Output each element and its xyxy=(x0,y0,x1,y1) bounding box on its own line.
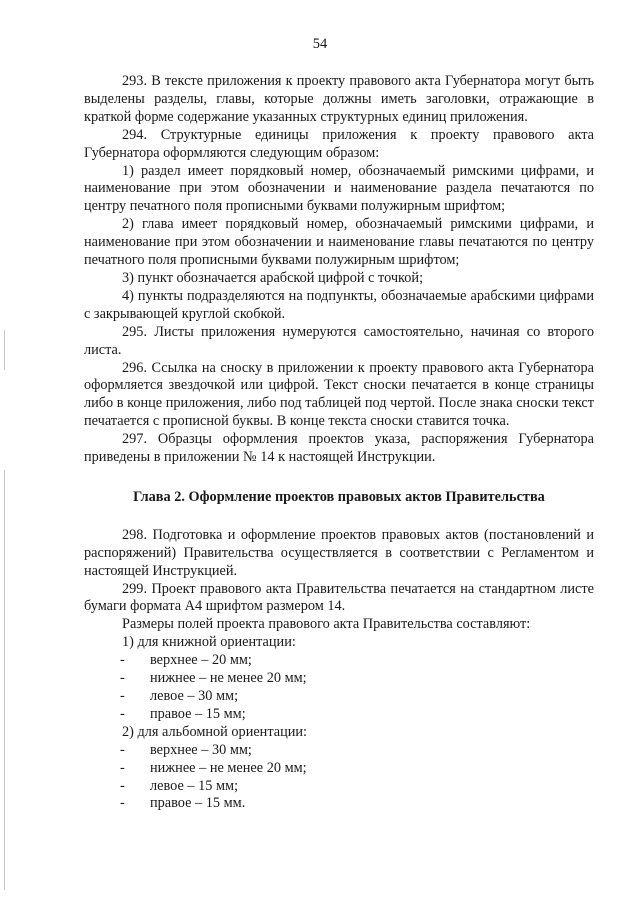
list-item xyxy=(84,778,594,796)
chapter-heading: Глава 2. Оформление проектов правовых актов Правительства xyxy=(133,488,545,505)
landscape-orientation-label: 2) для альбомной ориентации: xyxy=(122,723,308,740)
paragraph-297: 297. Образцы оформления проектов указа, распоряжения Губернатора приведены в приложении № 14 к настоящей Инструкции. xyxy=(84,431,594,466)
subitem-3-point: 3) пункт обозначается арабской цифрой с точкой; xyxy=(122,269,424,286)
margin-bottom-portrait: нижнее – не менее 20 мм; xyxy=(150,670,307,687)
list-item xyxy=(84,688,594,706)
list-item xyxy=(84,652,594,670)
margin-top-landscape: верхнее – 30 мм; xyxy=(150,741,252,758)
list-item xyxy=(84,706,594,724)
margin-top-portrait: верхнее – 20 мм; xyxy=(150,652,252,669)
dash-marker: - xyxy=(120,705,125,722)
margins-intro: Размеры полей проекта правового акта Правительства составляют: xyxy=(122,616,531,633)
paragraph-296: 296. Ссылка на сноску в приложении к проекту правового акта Губернатора оформляется звездочкой или цифрой. Текст сноски печатается в конце страницы либо в конце приложения, либо под таблицей под чертой. После знака сноски текст печатается с прописной буквы. В конце текста сноски ставится точка. xyxy=(84,359,594,430)
dash-marker: - xyxy=(120,670,125,687)
paragraph-295: 295. Листы приложения нумеруются самостоятельно, начиная со второго листа. xyxy=(84,323,594,358)
dash-marker: - xyxy=(120,759,125,776)
subitem-1-section: 1) раздел имеет порядковый номер, обозначаемый римскими цифрами, и наименование при этом обозначении и наименование раздела печатаются по центру печатного поля прописными буквами полужирным шрифтом; xyxy=(84,162,594,215)
scan-artifact-line xyxy=(4,470,5,890)
scan-artifact-line xyxy=(4,330,5,370)
paragraph-294: 294. Структурные единицы приложения к проекту правового акта Губернатора оформляются следующим образом: xyxy=(84,126,594,161)
portrait-orientation-label: 1) для книжной ориентации: xyxy=(122,634,296,651)
paragraph-299: 299. Проект правового акта Правительства печатается на стандартном листе бумаги формата А4 шрифтом размером 14. xyxy=(84,580,594,615)
dash-marker: - xyxy=(120,741,125,758)
paragraph-298: 298. Подготовка и оформление проектов правовых актов (постановлений и распоряжений) Правительства осуществляется в соответствии с Регламентом и настоящей Инструкцией. xyxy=(84,526,594,579)
document-body xyxy=(84,73,594,813)
margin-right-landscape: правое – 15 мм. xyxy=(150,795,246,812)
margin-bottom-landscape: нижнее – не менее 20 мм; xyxy=(150,759,307,776)
list-item xyxy=(84,742,594,760)
dash-marker: - xyxy=(120,777,125,794)
subitem-2-chapter: 2) глава имеет порядковый номер, обозначаемый римскими цифрами, и наименование при этом обозначении и наименование главы печатаются по центру печатного поля прописными буквами полужирным шрифтом; xyxy=(84,216,594,269)
list-item xyxy=(84,760,594,778)
subitem-4-subpoints: 4) пункты подразделяются на подпункты, обозначаемые арабскими цифрами с закрывающей круглой скобкой. xyxy=(84,287,594,322)
page-number: 54 xyxy=(312,36,328,52)
paragraph-293: 293. В тексте приложения к проекту правового акта Губернатора могут быть выделены разделы, главы, которые должны иметь заголовки, отражающие в краткой форме содержание указанных структурных единиц приложения. xyxy=(84,73,594,125)
margin-right-portrait: правое – 15 мм; xyxy=(150,705,246,722)
list-item xyxy=(84,670,594,688)
dash-marker: - xyxy=(120,795,125,812)
dash-marker: - xyxy=(120,652,125,669)
margin-left-portrait: левое – 30 мм; xyxy=(150,688,239,704)
dash-marker: - xyxy=(120,688,125,704)
margin-left-landscape: левое – 15 мм; xyxy=(150,777,239,794)
list-item xyxy=(84,795,594,813)
